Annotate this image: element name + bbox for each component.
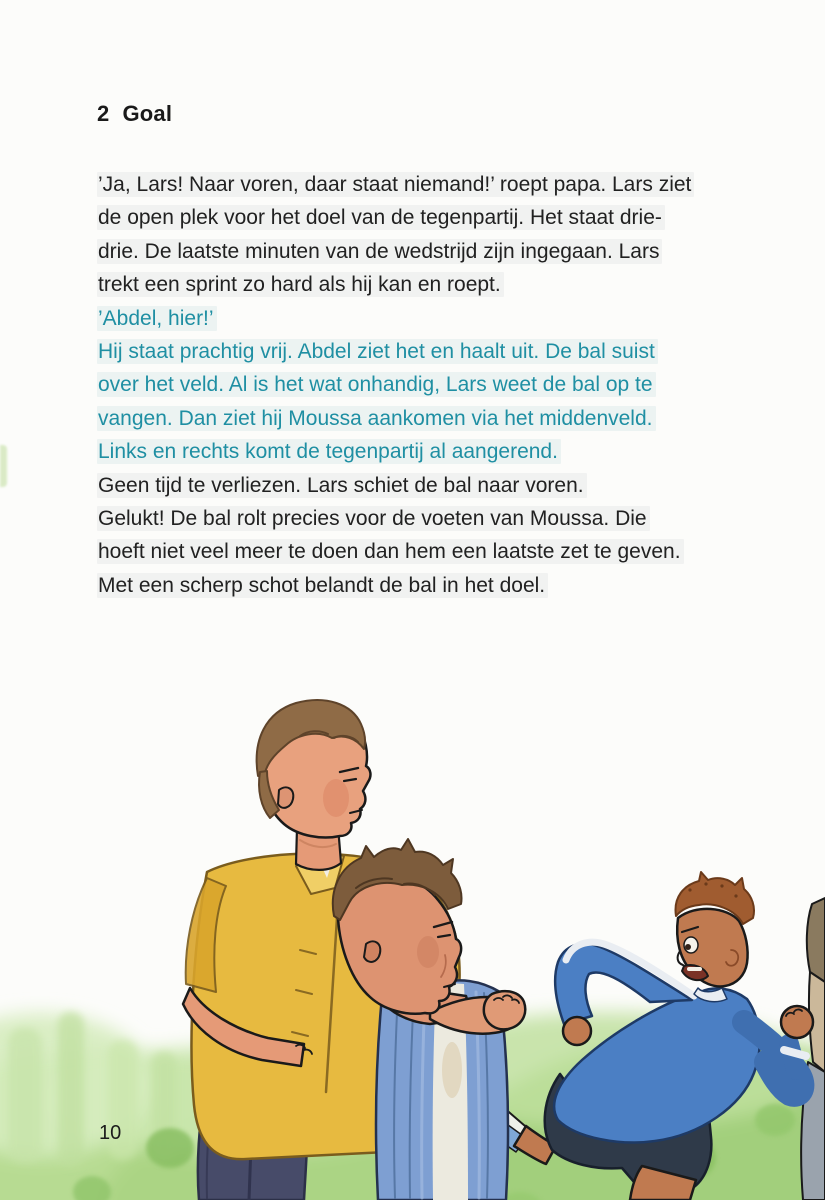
- story-line: drie. De laatste minuten van de wedstrijd zijn ingegaan. Lars: [97, 235, 757, 268]
- left-edge-green-wash: [0, 445, 7, 487]
- story-line: hoeft niet veel meer te doen dan hem een laatste zet te geven.: [97, 535, 757, 568]
- chapter-title: Goal: [122, 101, 173, 126]
- story-line: de open plek voor het doel van de tegenpartij. Het staat drie-: [97, 201, 757, 234]
- illustration: [0, 650, 825, 1200]
- page-number: 10: [99, 1122, 122, 1144]
- story-line: trekt een sprint zo hard als hij kan en roept.: [97, 268, 757, 301]
- story-line: Geen tijd te verliezen. Lars schiet de bal naar voren.: [97, 469, 757, 502]
- story-line: vangen. Dan ziet hij Moussa aankomen via het middenveld.: [97, 402, 757, 435]
- father-head: [257, 700, 371, 837]
- running-boy-fist: [781, 1006, 813, 1038]
- chapter-heading: [97, 101, 172, 127]
- story-line: ’Abdel, hier!’: [97, 302, 757, 335]
- story-line: Links en rechts komt de tegenpartij al aangerend.: [97, 435, 757, 468]
- story-line: Hij staat prachtig vrij. Abdel ziet het en haalt uit. De bal suist: [97, 335, 757, 368]
- chapter-number: 2: [97, 101, 110, 126]
- story-line: Gelukt! De bal rolt precies voor de voeten van Moussa. Die: [97, 502, 757, 535]
- story-text: [97, 168, 757, 602]
- story-line: Met een scherp schot belandt de bal in het doel.: [97, 569, 757, 602]
- story-line: over het veld. Al is het wat onhandig, Lars weet de bal op te: [97, 368, 757, 401]
- story-line: ’Ja, Lars! Naar voren, daar staat niemand!’ roept papa. Lars ziet: [97, 168, 757, 201]
- running-boy-head: [676, 872, 754, 986]
